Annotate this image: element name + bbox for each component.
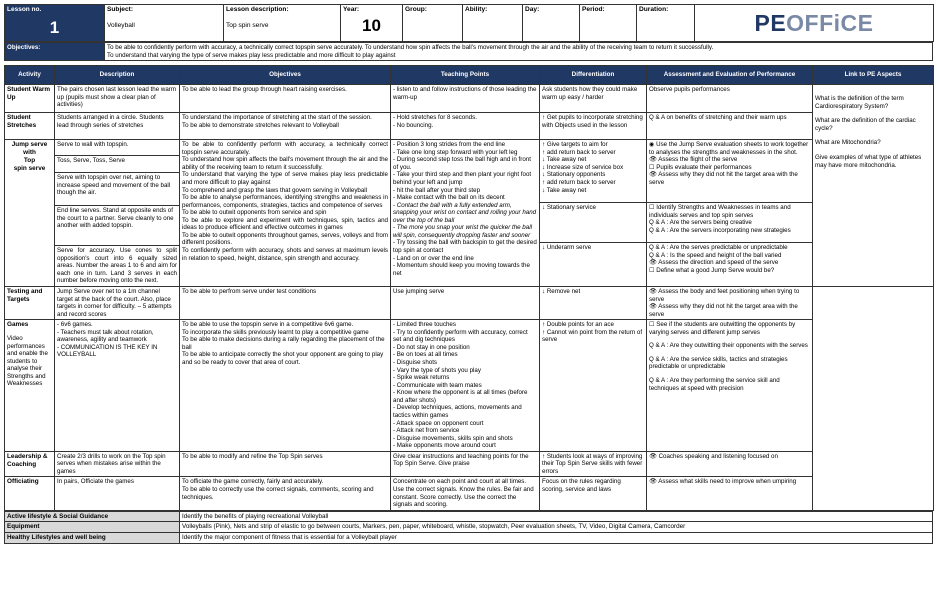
description-leadership: Create 2/3 drills to work on the Top spin serves when mistakes arise within the games xyxy=(55,451,180,477)
jump-desc-3: Serve with topspin over net, aiming to increase speed and movement of the ball though the air. xyxy=(55,172,179,205)
teaching-warm-up: - listen to and follow instructions of those leading the warm-up xyxy=(391,85,540,113)
jump-diff-1a: ↑ Give targets to aim for xyxy=(542,141,608,149)
footer-row-health xyxy=(5,533,933,544)
jump-diff-1f: ↑ add return back to server xyxy=(542,178,616,186)
jump-diff-2: ↓ Stationary service xyxy=(540,202,646,242)
footer-row-equipment xyxy=(5,522,933,533)
jump-tp-2: - Take one long step forward with your left leg xyxy=(393,148,518,156)
differentiation-officiating: Focus on the rules regarding scoring, service and laws xyxy=(540,477,647,510)
officiating-obj-1: To officiate the game correctly, fairly and accurately. xyxy=(182,478,324,486)
differentiation-warm-up: Ask students how they could make warm up easy / harder xyxy=(540,85,647,113)
activity-jump-serve xyxy=(5,140,55,287)
games-tp-1: - Limited three touches xyxy=(393,321,456,329)
games-tp-7: - Spike weak returns xyxy=(393,374,450,382)
games-tp-12: - Attack net from service xyxy=(393,427,460,435)
subject-cell xyxy=(105,5,224,42)
description-officiating: In pairs, Officiate the games xyxy=(55,477,180,510)
link-pe-aspects xyxy=(813,85,934,287)
jump-obj-2: To understand how spin affects the ball's movement through the air and the ability of the receiving team to return it successfully. xyxy=(182,156,388,171)
teaching-officiating: Concentrate on each point and court at all times. Use the correct signals. Know the rules. Be fair and constant. Score correctly. Use the correct the signals and scoring. xyxy=(391,477,540,510)
footer-label-equipment: Equipment xyxy=(5,522,180,533)
row-leadership xyxy=(5,451,934,477)
activity-leadership: Leadership & Coaching xyxy=(5,451,55,477)
footer-value-equipment: Volleyballs (Pink), Nets and strip of elastic to go between courts, Markers, pen, paper, whiteboard, whistle, stopwatch, Peer evaluation sheets, TV, Video, Digital Camera, Camcorder xyxy=(180,522,933,533)
games-tp-2: - Try to confidently perform with accuracy, correct set and dig techniques xyxy=(393,328,528,344)
testing-assess-2: 👁 Assess why they did not hit the target area with the serve xyxy=(649,303,798,318)
jump-tp-3: - During second step toss the ball high and in front of you. xyxy=(393,156,531,171)
jump-assess-1 xyxy=(649,141,810,202)
objectives-jump-serve xyxy=(180,140,391,287)
jump-diff-1b: ↑ add return back to server xyxy=(542,148,616,156)
games-diff-1: ↑ Double points for an ace xyxy=(542,321,614,329)
games-tp-10: - Develop techniques, actions, movements and tactics within games xyxy=(393,404,522,419)
games-obj-3: To be able to make decisions during a rally regarding the placement of the ball xyxy=(182,336,385,351)
differentiation-jump-serve xyxy=(540,140,647,287)
games-desc-2: - Teachers must talk about rotation, awareness, agility and teamwork xyxy=(57,328,154,344)
lesson-activities-table xyxy=(4,65,934,511)
assessment-officiating: 👁 Assess what skills need to improve when umpiring xyxy=(647,477,813,510)
games-desc-3: - COMMUNICATION IS THE KEY IN VOLLEYBALL xyxy=(57,343,158,359)
jump-desc-4: End line serves. Stand at opposite ends of the court to a partner. Serve cleanly to one another with added topspin. xyxy=(55,205,179,245)
col-link-pe: Link to PE Aspects xyxy=(813,66,934,85)
jump-assess-3b: Q & A : Is the speed and height of the ball varied xyxy=(649,251,782,259)
differentiation-stretches: ↑ Get pupils to incorporate stretching with Objects used in the lesson xyxy=(540,113,647,140)
objectives-label: Objectives: xyxy=(5,43,105,61)
link-pe-q2: What are the definition of the cardiac cycle? xyxy=(815,117,916,132)
assessment-games xyxy=(647,320,813,452)
objectives-stretches-2: To be able to demonstrate stretches relevant to Volleyball xyxy=(182,121,339,129)
col-differentiation: Differentiation xyxy=(540,66,647,85)
activity-jump-4: spin serve xyxy=(13,164,46,172)
jump-assess-3c: 👁 Assess the direction and speed of the serve xyxy=(649,259,779,267)
day-label: Day: xyxy=(525,6,540,13)
jump-diff-1e: ↓ Stationary opponents xyxy=(542,171,606,179)
lesson-number-cell xyxy=(5,5,105,42)
jump-diff-1c: ↓ Take away net xyxy=(542,156,587,164)
jump-diff-1d: ↓ Increase size of service box xyxy=(542,163,624,171)
subject-label: Subject: xyxy=(107,6,134,13)
activity-testing: Testing and Targets xyxy=(5,286,55,319)
jump-tp-1: - Position 3 long strides from the end line xyxy=(393,141,506,149)
differentiation-leadership: ↑ Students look at ways of improving their Top Spin Serve skills with fewer errors xyxy=(540,451,647,477)
ability-cell xyxy=(463,5,523,42)
footer-label-lifestyle: Active lifestyle & Social Guidance xyxy=(5,511,180,522)
lesson-header xyxy=(4,4,934,42)
link-pe-q4: Give examples of what type of athletes may have more mitochondria. xyxy=(815,153,922,169)
col-teaching-points: Teaching Points xyxy=(391,66,540,85)
games-tp-13: - Disguise movements, skills spin and shots xyxy=(393,434,513,442)
jump-assess-1b: 👁 Assess the flight of the serve xyxy=(649,156,738,164)
games-obj-4: To be able to anticipate correctly the shot your opponent are going to play and so be ready to cover that area of court. xyxy=(182,351,384,366)
group-label: Group: xyxy=(405,6,427,13)
lesson-desc-label: Lesson description: xyxy=(226,6,289,13)
footer-value-lifestyle: Identify the benefits of playing recreational Volleyball xyxy=(180,511,933,522)
ability-label: Ability: xyxy=(465,6,488,13)
jump-assess-1c: ☐ Pupils evaluate their performances xyxy=(649,163,752,171)
footer-row-lifestyle xyxy=(5,511,933,522)
lesson-no-label: Lesson no. xyxy=(7,6,42,13)
teaching-games xyxy=(391,320,540,452)
activity-games-sub: Video performances and enable the students to analyse their Strengths and Weaknesses xyxy=(7,335,48,388)
lesson-no-value: 1 xyxy=(49,17,60,37)
jump-tp-8: - The more you snap your wrist the quicker the ball will spin, consequently dropping faster and sooner xyxy=(393,224,532,239)
teaching-leadership: Give clear instructions and teaching points for the Top Spin Serve. Give praise xyxy=(391,451,540,477)
teaching-jump-serve xyxy=(391,140,540,287)
testing-assess-1: 👁 Assess the body and feet positioning when trying to serve xyxy=(649,287,800,303)
objectives-testing: To be able to perfrom serve under test conditions xyxy=(180,286,391,319)
logo-office: OFFiCE xyxy=(786,9,874,36)
activity-stretches: Student Stretches xyxy=(5,113,55,140)
games-obj-1: To be able to use the topspin serve in a competitive 6v6 game. xyxy=(182,321,354,329)
games-tp-6: - Vary the type of shots you play xyxy=(393,366,481,374)
description-games xyxy=(55,320,180,452)
description-testing: Jump Serve over net to a 1m channel target at the back of the court. Also, place targets in corner for difficulty. – 5 attempts and record scores xyxy=(55,286,180,319)
link-pe-q3: What are Mitochondria? xyxy=(815,139,881,147)
differentiation-games xyxy=(540,320,647,452)
jump-obj-9: To confidently perform with accuracy, shots and serves at maximum levels in relation to speed, height, distance, spin strength and accuracy. xyxy=(182,247,388,262)
games-tp-14: - Make opponents move around court xyxy=(393,442,496,450)
objectives-line-2: To understand that varying the type of serve makes play less predictable and more difficult to play against xyxy=(107,51,396,59)
logo-text xyxy=(754,10,873,36)
jump-assess-2c: Q & A : Are the servers incorporating new strategies xyxy=(649,226,791,234)
lesson-plan xyxy=(4,4,933,544)
games-obj-2: To incorporate the skills previously learnt to play a competitive game xyxy=(182,328,369,336)
footer-table xyxy=(4,511,933,544)
year-label: Year: xyxy=(343,6,360,13)
col-activity: Activity xyxy=(5,66,55,85)
teaching-stretches-2: - No bouncing. xyxy=(393,121,434,129)
jump-tp-5: - hit the ball after your third step xyxy=(393,186,481,194)
col-description: Description xyxy=(55,66,180,85)
row-jump-serve xyxy=(5,140,934,287)
assessment-testing xyxy=(647,286,813,319)
subject-value: Volleyball xyxy=(107,22,135,30)
jump-assess-3a: Q & A : Are the serves predictable or unpredictable xyxy=(649,244,788,252)
jump-obj-5: To be able to analyse performances, identifying strengths and weakness in performances, components, strategies, tactics and competence of serves xyxy=(182,194,388,209)
logo-pe: PE xyxy=(754,9,787,36)
games-tp-5: - Disguise shots xyxy=(393,359,438,366)
link-pe-empty xyxy=(813,286,934,510)
games-assess-2: Q & A : Are they outwitting their opponents with the serves xyxy=(649,342,808,350)
jump-assess-2b: Q & A : Are the servers being creative xyxy=(649,219,752,227)
activity-jump-1: Jump serve xyxy=(11,141,48,149)
link-pe-q1: What is the definition of the term Cardiorespiratory System? xyxy=(815,95,904,110)
games-tp-4: - Be on toes at all times xyxy=(393,351,458,359)
games-assess-1: ☐ See if the students are outwitting the opponents by varying serves and different jump serves xyxy=(649,321,796,336)
games-tp-11: - Attack space on opponent court xyxy=(393,419,484,427)
teaching-testing: Use jumping serve xyxy=(391,286,540,319)
games-assess-4: Q & A : Are they performing the service skill and techniques at speed with precision xyxy=(649,377,780,392)
teaching-stretches-1: - Hold stretches for 8 seconds. xyxy=(393,114,477,122)
jump-obj-3: To understand that varying the type of serve makes play less predictable and more difficult to play against xyxy=(182,171,388,186)
activity-jump-3: Top xyxy=(23,156,36,164)
officiating-obj-2: To be able to correctly use the correct signals, comments, scoring and techniques. xyxy=(182,486,374,501)
objectives-line-1: To be able to confidently perform with accuracy, a technically correct topspin serve accurately. To understand how spin affects the ball's movement through the air and the ability of the receiving team to return it successfully. xyxy=(107,44,714,51)
jump-obj-7: To be able to explore and experiment with techniques, spin, tactics and ideas to produce efficient and effective outcomes in games xyxy=(182,216,388,232)
assessment-leadership: 👁 Coaches speaking and listening focused on xyxy=(647,451,813,477)
duration-label: Duration: xyxy=(639,6,669,13)
jump-desc-2: Toss, Serve, Toss, Serve xyxy=(55,155,179,172)
row-officiating xyxy=(5,477,934,510)
jump-tp-7: - Contact the ball with a fully extended arm, snapping your wrist on contact and rolling your hand over the top of the ball xyxy=(393,201,537,224)
jump-obj-4: To comprehend and grasp the laws that govern serving in Volleyball xyxy=(182,186,368,194)
objectives-stretches xyxy=(180,113,391,140)
activity-jump-2: with xyxy=(23,148,36,156)
games-tp-8: - Communicate with team mates xyxy=(393,381,482,389)
row-warm-up xyxy=(5,85,934,113)
description-warm-up: The pairs chosen last lesson lead the warm up (pupils must show a clear plan of activities) xyxy=(55,85,180,113)
activity-officiating: Officiating xyxy=(5,477,55,510)
footer-label-health: Healthy Lifestyles and well being xyxy=(5,533,180,544)
jump-assess-1d: 👁 Assess why they did not hit the target area with the serve xyxy=(649,171,798,186)
differentiation-testing: ↓ Remove net xyxy=(540,286,647,319)
games-diff-2: ↑ Cannot win point from the return of serve xyxy=(542,328,643,344)
row-games xyxy=(5,320,934,452)
year-value: 10 xyxy=(362,16,381,36)
teaching-stretches xyxy=(391,113,540,140)
period-cell xyxy=(580,5,637,42)
col-objectives: Objectives xyxy=(180,66,391,85)
jump-assess-2 xyxy=(647,202,812,242)
lesson-desc-value: Top spin serve xyxy=(226,22,269,30)
games-tp-9: - Know where the opponent is at all times (before and after shots) xyxy=(393,389,528,404)
assessment-jump-serve xyxy=(647,140,813,287)
lesson-description-cell xyxy=(224,5,341,42)
activity-warm-up: Student Warm Up xyxy=(5,85,55,113)
jump-assess-3 xyxy=(647,242,812,275)
pe-office-logo xyxy=(695,5,934,42)
games-desc-1: - 6v6 games. xyxy=(57,321,93,329)
objectives-row xyxy=(4,42,933,61)
row-testing xyxy=(5,286,934,319)
jump-tp-9: - Try tossing the ball with backspin to get the desired top spin at contact xyxy=(393,239,537,254)
activity-games-title: Games xyxy=(7,321,29,329)
jump-desc-5: Serve for accuracy. Use cones to split opposition's court into 6 equally sized areas. Number the areas 1 to 6 and aim for each one in turn. Land 3 serves in each number before moving onto the next. xyxy=(57,247,177,285)
objectives-stretches-1: To understand the importance of stretching at the start of the session. xyxy=(182,114,372,122)
objectives-text xyxy=(105,43,933,61)
jump-obj-8: To be able to outwit opponents throughout games, serves, volleys and from different positions. xyxy=(182,231,388,247)
year-cell xyxy=(341,5,403,42)
games-assess-3: Q & A : Are the service skills, tactics and strategies predictable or unpredictable xyxy=(649,355,788,371)
description-stretches: Students arranged in a circle. Students lead through series of stretches xyxy=(55,113,180,140)
period-label: Period: xyxy=(582,6,605,13)
column-headers xyxy=(5,66,934,85)
jump-desc-1: Serve to wall with topspin. xyxy=(57,141,129,149)
games-tp-3: - Do not stay in one position xyxy=(393,343,470,351)
assessment-stretches: Q & A on benefits of stretching and their warm ups xyxy=(647,113,813,140)
day-cell xyxy=(523,5,580,42)
jump-assess-3d: ☐ Define what a good Jump Serve would be? xyxy=(649,266,775,274)
objectives-games xyxy=(180,320,391,452)
group-cell xyxy=(403,5,463,42)
jump-assess-2a: ☐ Identify Strengths and Weaknesses in teams and individuals serves and top spin serves xyxy=(649,204,791,219)
jump-tp-10: - Land on or over the end line xyxy=(393,254,474,262)
jump-tp-4: - Take your third step and then plant your right foot behind your left and jump xyxy=(393,171,532,186)
jump-tp-6: - Make contact with the ball on its decent xyxy=(393,194,505,202)
jump-obj-1: To be able to confidently perform with accuracy, a technically correct topspin serve accurately. xyxy=(182,141,388,156)
activity-games xyxy=(5,320,55,452)
objectives-leadership: To be able to modify and refine the Top Spin serves xyxy=(180,451,391,477)
objectives-warm-up: To be able to lead the group through heart raising exercises. xyxy=(180,85,391,113)
description-jump-serve xyxy=(55,140,180,287)
assessment-warm-up: Observe pupils performances xyxy=(647,85,813,113)
jump-obj-6: To be able to outwit opponents from service and spin xyxy=(182,209,327,217)
jump-diff-3: ↓ Underarm serve xyxy=(540,242,646,253)
jump-tp-11: - Momentum should keep you moving towards the net xyxy=(393,262,530,277)
footer-value-health: Identify the major component of fitness that is essential for a Volleyball player xyxy=(180,533,933,544)
jump-assess-1a: ◉ Use the Jump Serve evaluation sheets to work together to analyses the strengths and weaknesses in the shot. xyxy=(649,141,809,156)
row-stretches xyxy=(5,113,934,140)
jump-diff-1 xyxy=(542,141,644,202)
jump-diff-1g: ↓ Take away net xyxy=(542,186,587,194)
col-assessment: Assessment and Evaluation of Performance xyxy=(647,66,813,85)
duration-cell xyxy=(637,5,695,42)
objectives-officiating xyxy=(180,477,391,510)
